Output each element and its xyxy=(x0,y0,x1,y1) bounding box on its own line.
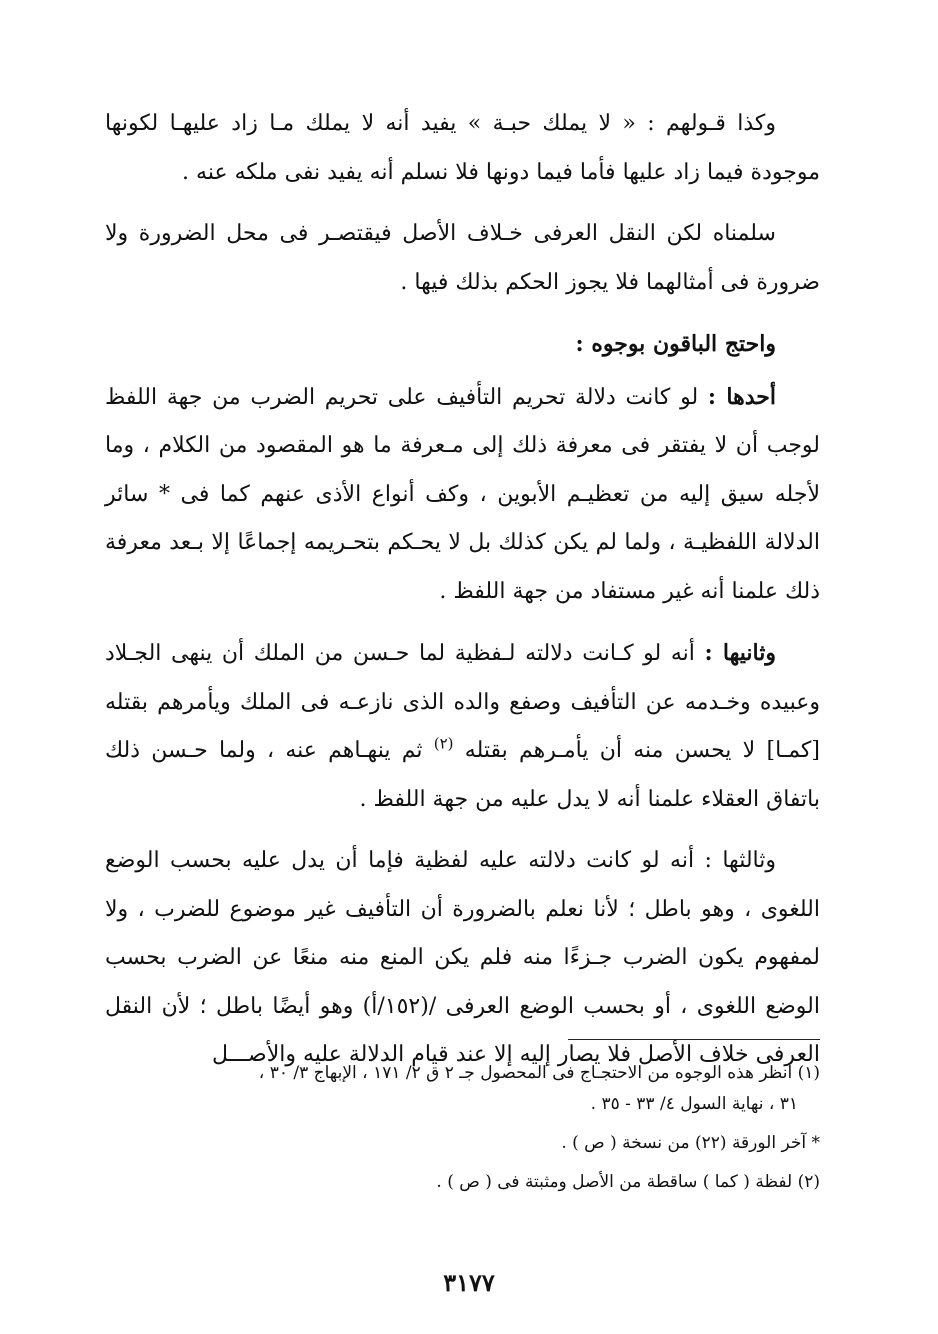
second-argument-text-a: أنه لو كـانت دلالته لـفظية لما حـسن من الملك أن ينهى الجـلاد وعبيده وخـدمه عن التأفيف وصفع والده الذى نازعـه فى الملك ويأمرهم بقتله [كمـا] لا يحسن منه أن يأمـرهم بقتله xyxy=(105,641,820,763)
footnote-ref-2: (٢) xyxy=(433,734,454,753)
second-argument-lead: وثانيها : xyxy=(704,640,776,666)
footnote-star: * آخر الورقة (٢٢) من نسخة ( ص ) . xyxy=(561,1133,820,1153)
footnote-divider xyxy=(568,1039,820,1040)
paragraph-first-argument xyxy=(105,373,820,617)
footnote-1-line-1: (١) انظر هذه الوجوه من الاحتجـاج فى المحصول جـ ٢ ق ٢/ ١٧١ ، الإبهاج ٣/ ٣٠ ، xyxy=(258,1063,820,1083)
footnotes xyxy=(105,1058,820,1206)
paragraph-2: سلمناه لكن النقل العرفى خـلاف الأصل فيقتصـر فى محل الضرورة ولا ضرورة فى أمثالهما فلا يجوز الحكم بذلك فيها . xyxy=(105,221,820,295)
page-number: ٣١٧٧ xyxy=(443,1268,495,1297)
footnote-2: (٢) لفظة ( كما ) ساقطة من الأصل ومثبتة فى ( ص ) . xyxy=(436,1172,820,1192)
paragraph-second-argument xyxy=(105,629,820,824)
first-argument-text: لو كانت دلالة تحريم التأفيف على تحريم الضرب من جهة اللفظ لوجب أن لا يفتقر فى معرفة ذلك إلى مـعرفة ما هو المقصود من الكلام ، وما لأجله سيق إليه من تعظيـم الأبوين ، وكف أنواع الأذى عنهم كما فى * سائر الدلالة اللفظيـة ، ولما لم يكن كذلك بل لا يحـكم بتحـريمه إجماعًا إلا بـعد معرفة ذلك علمنا أنه غير مستفاد من جهة اللفظ . xyxy=(105,384,820,604)
footnote-1-line-2: ٣١ ، نهاية السول ٤/ ٣٣ - ٣٥ . xyxy=(590,1094,798,1114)
paragraph-1: وكذا قـولهم : « لا يملك حبـة » يفيد أنه لا يملك مـا زاد عليهـا لكونها موجودة فيما زاد عليها فأما فيما دونها فلا نسلم أنه يفيد نفى ملكه عنه . xyxy=(105,111,820,185)
second-argument-text-b: ثم ينهـاهم عنه ، ولما حـسن ذلك باتفاق العقلاء علمنا أنه لا يدل عليه من جهة اللفظ . xyxy=(105,738,820,812)
first-argument-lead: أحدها : xyxy=(707,383,776,410)
paragraph-third-argument: وثالثها : أنه لو كانت دلالته عليه لفظية فإما أن يدل عليه بحسب الوضع اللغوى ، وهو باطل ؛ لأنا نعلم بالضرورة أن التأفيف غير موضوع للضرب ، ولا لمفهوم يكون الضرب جـزءًا منه فلم يكن المنع منه منعًا عن الضرب بحسب الوضع اللغوى ، أو بحسب الوضع العرفى /(١٥٢/أ) وهو أيضًا باطل ؛ لأن النقل العرفى خلاف الأصل فلا يصار إليه إلا عند قيام الدلالة عليه والأصـــل xyxy=(105,848,820,1067)
section-heading: واحتج الباقون بوجوه : xyxy=(575,331,776,357)
main-text xyxy=(105,100,820,1080)
